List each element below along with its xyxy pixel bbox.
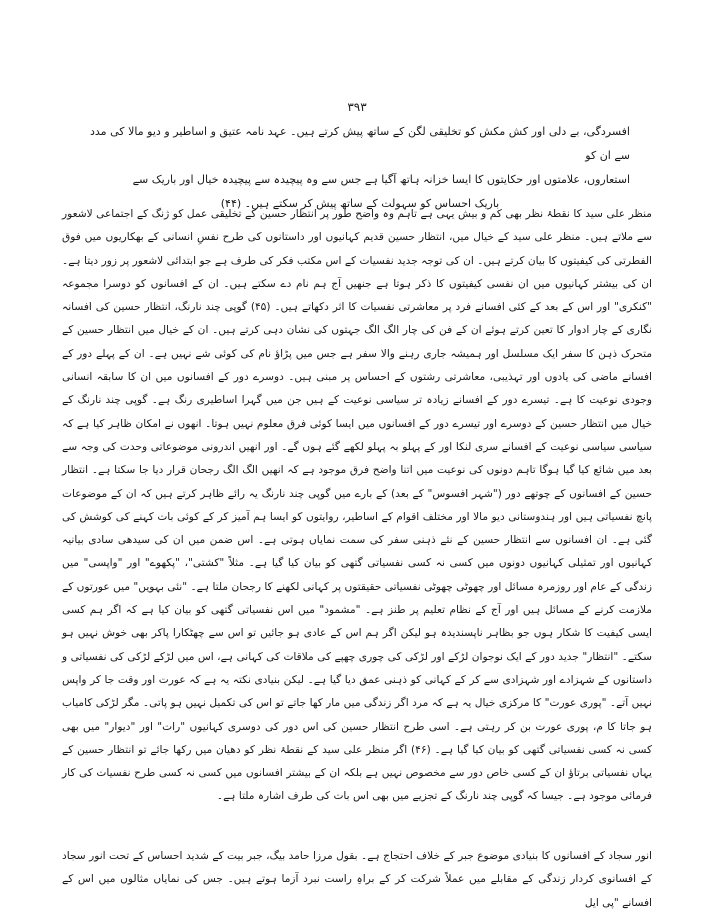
- paragraph-text: منظر علی سید کا نقطۂ نظر بھی کم و بیش یہی ہے تاہم وہ واضح طور پر انتظار حسین کے تخلیقی عمل کو ژنگ کے اجتماعی لاشعور سے ملاتے ہیں۔ منظر علی سید کے خیال میں، انتظار حسین قدیم کہانیوں اور داستانوں کی طرح نفسِ انسانی کے بھکاریوں میں فوق الفطرتی کی کیفیتوں کا بیان کرتے ہیں۔ ان کی توجہ جدید نفسیات کے اس مکتب فکر کی طرف ہے جو ابتدائی لاشعور پر زور دیتا ہے۔ ان کی بیشتر کہانیوں میں ان نفسی کیفیتوں کا ذکر ہوتا ہے جنھیں آج ہم نام دے سکتے ہیں۔ ان کے افسانوں کو دوسرا مجموعہ "کنکری" اور اس کے بعد کے کئی افسانے فرد پر معاشرتی نفسیات کا اثر دکھاتے ہیں۔ (۴۵) گوپی چند نارنگ، انتظار حسین کی افسانہ نگاری کے چار ادوار کا تعین کرتے ہوئے ان کے فن کی چار الگ الگ جہتوں کی نشان دہی کرتے ہیں۔ ان کے خیال میں انتظار حسین کے متحرک ذہن کا سفر ایک مسلسل اور ہمیشہ جاری رہنے والا سفر ہے جس میں پڑاؤ نام کی کوئی شے نہیں ہے۔ ان کے پہلے دور کے افسانے ماضی کی یادوں اور تہذیبی، معاشرتی رشتوں کے احساس پر مبنی ہیں۔ دوسرے دور کے افسانوں میں ان کا سابقہ انسانی وجودی نوعیت کا ہے۔ تیسرے دور کے افسانے زیادہ تر سیاسی نوعیت کے ہیں جن میں گہرا اساطیری رنگ ہے۔ گوپی چند نارنگ کے خیال میں انتظار حسین کے دوسرے اور تیسرے دور کے افسانوں میں ایسا کوئی فرق معلوم نہیں ہوتا۔ انھوں نے امکان ظاہر کیا ہے کہ سیاسی سیاسی نوعیت کے افسانے سری لنکا اور کے پہلو بہ پہلو لکھے گئے ہوں گے۔ اور انھیں اندرونی موضوعاتی وحدت کی وجہ سے بعد میں شائع کیا گیا ہوگا تاہم دونوں کی نوعیت میں اتنا واضح فرق موجود ہے کہ انھیں الگ الگ رجحان قرار دیا جا سکتا ہے۔ انتظار حسین کے افسانوں کے چوتھے دور ("شہر افسوس" کے بعد) کے بارے میں گوپی چند نارنگ یہ رائے ظاہر کرتے ہیں کہ ان کے موضوعات پانچ نفسیاتی ہیں اور ہندوستانی دیو مالا اور مختلف اقوام کے اساطیر، روایتوں کو ایسا ہم آمیز کر کے کوئی بات کہنے کی کوشش کی گئی ہے۔ ان افسانوں سے انتظار حسین کے نئے ذہنی سفر کی سمت نمایاں ہوتی ہے۔ اس ضمن میں ان کی سیدھی سادی بیانیہ کہانیوں اور تمثیلی کہانیوں دونوں میں کسی نہ کسی نفسیاتی گتھی کو بیان کیا گیا ہے۔ مثلاً "کشتی"، "پکھوے" اور "واپسی" میں زندگی کے عام اور روزمرہ مسائل اور چھوٹی چھوٹی نفسیاتی حقیقتوں پر کہانی لکھنے کا رجحان ملتا ہے۔ "نئی بہویں" میں عورتوں کے ملازمت کرنے کے مسائل ہیں اور آج کے نظام تعلیم پر طنز ہے۔ "مشمود" میں اس نفسیاتی گتھی کو بیان کیا ہے کہ اگر ہم کسی ایسی کیفیت کا شکار ہوں جو بظاہر ناپسندیدہ ہو لیکن اگر ہم اس کے عادی ہو جائیں تو اس سے چھٹکارا پاکر بھی خوش نہیں ہو سکتے۔ "انتظار" جدید دور کے ایک نوجوان لڑکے اور لڑکی کی چوری چھپے کی ملاقات کی کہانی ہے، اس میں لڑکے لڑکی کی نفسیاتی و داستانوں کے شہزادے اور شہزادی سے کر کے کہانی کو ذہنی عمق دیا گیا ہے۔ لیکن بنیادی نکتہ یہ ہے کہ عورت اور وقت جا کر واپس نہیں آتے۔ "پوری عورت" کا مرکزی خیال یہ ہے کہ مرد اگر زندگی میں مار کھا جاتے تو اس کی تکمیل نہیں ہو پاتی۔ مگر لڑکی کامیاب ہو جاتا کا م، پوری عورت بن کر رہتی ہے۔ اسی طرح انتظار حسین کی اس دور کی دوسری کہانیوں "رات" اور "دیوار" میں بھی کسی نہ کسی نفسیاتی گتھی کو بیان کیا گیا ہے۔ (۴۶) اگر منظر علی سید کے نقطۂ نظر کو دھیان میں رکھا جائے تو انتظار حسین کے یہاں نفسیاتی برتاؤ ان کے کسی خاص دور سے مخصوص نہیں ہے بلکہ ان کے بیشتر افسانوں میں کسی نہ کسی طرح نفسیات کی کار فرمائی موجود ہے۔ جیسا کہ گوپی چند نارنگ کے تجزیے میں بھی اس بات کی طرف اشارہ ملتا ہے۔: [61, 208, 652, 803]
- quote-line: باریک احساس کو سہولت کے ساتھ پیش کر سکتے ہیں۔ (۴۴): [220, 197, 500, 210]
- body-paragraph: [62, 203, 652, 809]
- paragraph-text: انور سجاد کے افسانوں کا بنیادی موضوع جبر کے خلاف احتجاج ہے۔ بقول مرزا حامد بیگ، جبر بیت کے شدید احساس کے تحت انور سجاد کے افسانوی کردار زندگی کے مقابلے میں عملاً شرکت کر کے براہِ راست نبرد آزما ہوتے ہیں۔ جس کی نمایاں مثالوں میں اس کے افسانے "پی ایل: [62, 850, 652, 909]
- block-quote: [90, 120, 630, 216]
- body-paragraph-final: [62, 845, 652, 915]
- quote-line: افسردگی، بے دلی اور کش مکش کو تخلیقی لگن کے ساتھ پیش کرتے ہیں۔ عہد نامہ عتیق و اساطیر و دیو مالا کی مدد سے ان کو: [90, 125, 630, 162]
- page-number: ۳۹۳: [347, 100, 367, 114]
- quote-line: استعاروں، علامتوں اور حکایتوں کا ایسا خزانہ ہاتھ آگیا ہے جس سے وہ پیچیدہ سے پیچیدہ خیال اور باریک سے: [132, 173, 630, 186]
